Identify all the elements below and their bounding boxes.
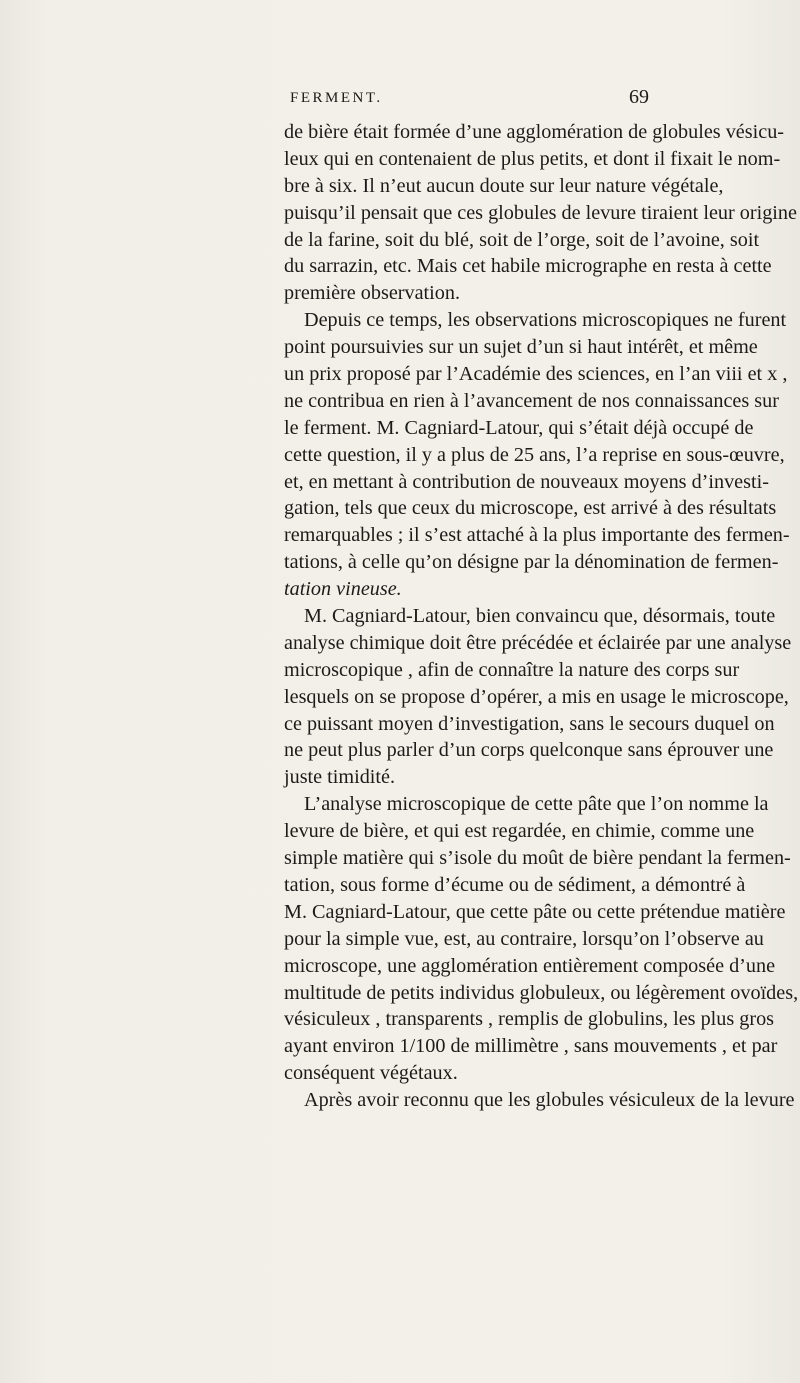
text-line: leux qui en contenaient de plus petits, et dont il fixait le nom- — [284, 147, 781, 170]
text-line: M. Cagniard-Latour, que cette pâte ou cette prétendue matière — [284, 900, 786, 923]
text-line: Après avoir reconnu que les globules vésiculeux de la levure — [304, 1089, 795, 1112]
running-title: FERMENT. — [290, 90, 383, 106]
text-line: vésiculeux , transparents , remplis de globulins, les plus gros — [284, 1008, 775, 1031]
text-line: lesquels on se propose d’opérer, a mis en usage le microscope, — [284, 685, 789, 708]
text-line: pour la simple vue, est, au contraire, lorsqu’on l’observe au — [284, 927, 764, 950]
text-line: première observation. — [284, 282, 461, 305]
text-line: point poursuivies sur un sujet d’un si haut intérêt, et même — [284, 336, 758, 359]
text-line: du sarrazin, etc. Mais cet habile micrographe en resta à cette — [284, 255, 772, 278]
text-line: simple matière qui s’isole du moût de bière pendant la fermen- — [284, 847, 791, 870]
text-line: analyse chimique doit être précédée et éclairée par une analyse — [284, 631, 792, 654]
text-line: microscopique , afin de connaître la nature des corps sur — [284, 658, 740, 681]
body-text — [284, 119, 799, 1114]
text-line: tation vineuse. — [284, 578, 402, 601]
text-line: multitude de petits individus globuleux, ou légèrement ovoïdes, — [284, 981, 799, 1004]
text-line: ce puissant moyen d’investigation, sans le secours duquel on — [284, 712, 775, 735]
page-number: 69 — [629, 86, 649, 108]
text-line: et, en mettant à contribution de nouveaux moyens d’investi- — [284, 470, 769, 493]
text-line: cette question, il y a plus de 25 ans, l’a reprise en sous-œuvre, — [284, 443, 785, 466]
text-line: ne peut plus parler d’un corps quelconque sans éprouver une — [284, 739, 774, 762]
text-line: M. Cagniard-Latour, bien convaincu que, désormais, toute — [304, 605, 776, 628]
running-head — [0, 86, 800, 114]
text-line: remarquables ; il s’est attaché à la plus importante des fermen- — [284, 524, 790, 547]
text-line: Depuis ce temps, les observations microscopiques ne furent — [304, 309, 787, 332]
text-line: L’analyse microscopique de cette pâte que l’on nomme la — [304, 793, 769, 816]
text-line: ne contribua en rien à l’avancement de nos connaissances sur — [284, 389, 779, 412]
text-line: levure de bière, et qui est regardée, en chimie, comme une — [284, 820, 755, 843]
text-line: gation, tels que ceux du microscope, est arrivé à des résultats — [284, 497, 777, 520]
text-line: un prix proposé par l’Académie des sciences, en l’an viii et x , — [284, 363, 788, 386]
text-line: de bière était formée d’une agglomération de globules vésicu- — [284, 121, 785, 143]
text-line: juste timidité. — [284, 766, 396, 789]
text-line: conséquent végétaux. — [284, 1062, 458, 1085]
text-line: ayant environ 1/100 de millimètre , sans mouvements , et par — [284, 1035, 778, 1058]
text-line: microscope, une agglomération entièrement composée d’une — [284, 954, 776, 977]
text-line: tations, à celle qu’on désigne par la dénomination de fermen- — [284, 551, 779, 574]
text-line: de la farine, soit du blé, soit de l’orge, soit de l’avoine, soit — [284, 228, 760, 251]
text-line: le ferment. M. Cagniard-Latour, qui s’était déjà occupé de — [284, 416, 754, 439]
text-line: bre à six. Il n’eut aucun doute sur leur nature végétale, — [284, 174, 724, 197]
text-line: puisqu’il pensait que ces globules de levure tiraient leur origine — [284, 201, 797, 224]
text-line: tation, sous forme d’écume ou de sédiment, a démontré à — [284, 873, 746, 896]
